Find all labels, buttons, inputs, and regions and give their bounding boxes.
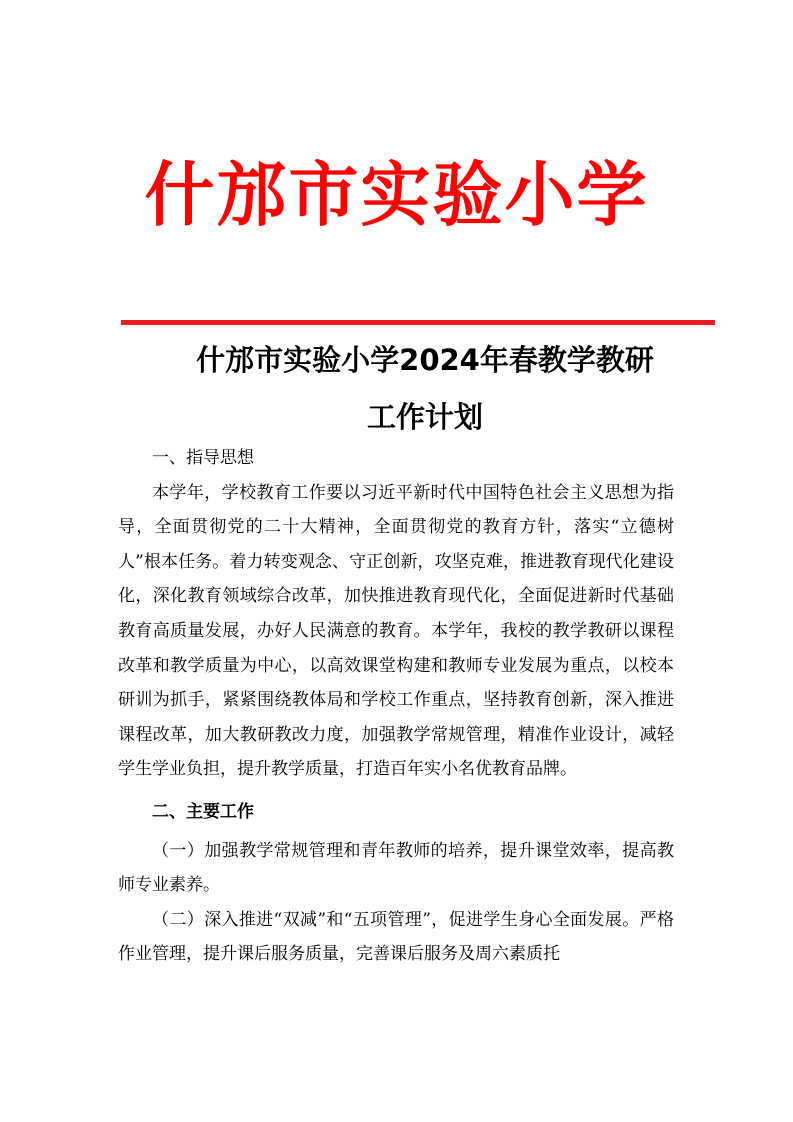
- guiding-ideology-paragraph: 本学年，学校教育工作要以习近平新时代中国特色社会主义思想为指导，全面贯彻党的二十大精神，全面贯彻党的教育方针，落实“立德树人”根本任务。着力转变观念、守正创新，攻坚克难，推进教育现代化建设化，深化教育领域综合改革，加快推进教育现代化，全面促进新时代基础教育高质量发展，办好人民满意的教育。本学年，我校的教学教研以课程改革和教学质量为中心，以高效课堂构建和教师专业发展为重点，以校本研训为抓手，紧紧围绕教体局和学校工作重点，坚持教育创新，深入推进课程改革，加大教研教改力度，加强教学常规管理，精准作业设计，减轻学生学业负担，提升教学质量，打造百年实小名优教育品牌。: [118, 482, 674, 780]
- document-body: [118, 441, 674, 972]
- section-heading-guiding-ideology: 一、指导思想: [152, 448, 254, 468]
- document-title-line-1: 什邡市实验小学2024年春教学教研: [196, 343, 654, 377]
- school-masthead: 什邡市实验小学: [144, 154, 649, 236]
- red-divider-line: [121, 320, 715, 325]
- main-work-item-2: （二）深入推进“双减”和“五项管理”，促进学生身心全面发展。严格作业管理，提升课后服务质量，完善课后服务及周六素质托: [118, 909, 674, 965]
- section-heading-main-work: 二、主要工作: [152, 801, 254, 822]
- document-title-line-2: 工作计划: [366, 400, 483, 434]
- main-work-item-1: （一）加强教学常规管理和青年教师的培养，提升课堂效率，提高教师专业素养。: [118, 840, 674, 896]
